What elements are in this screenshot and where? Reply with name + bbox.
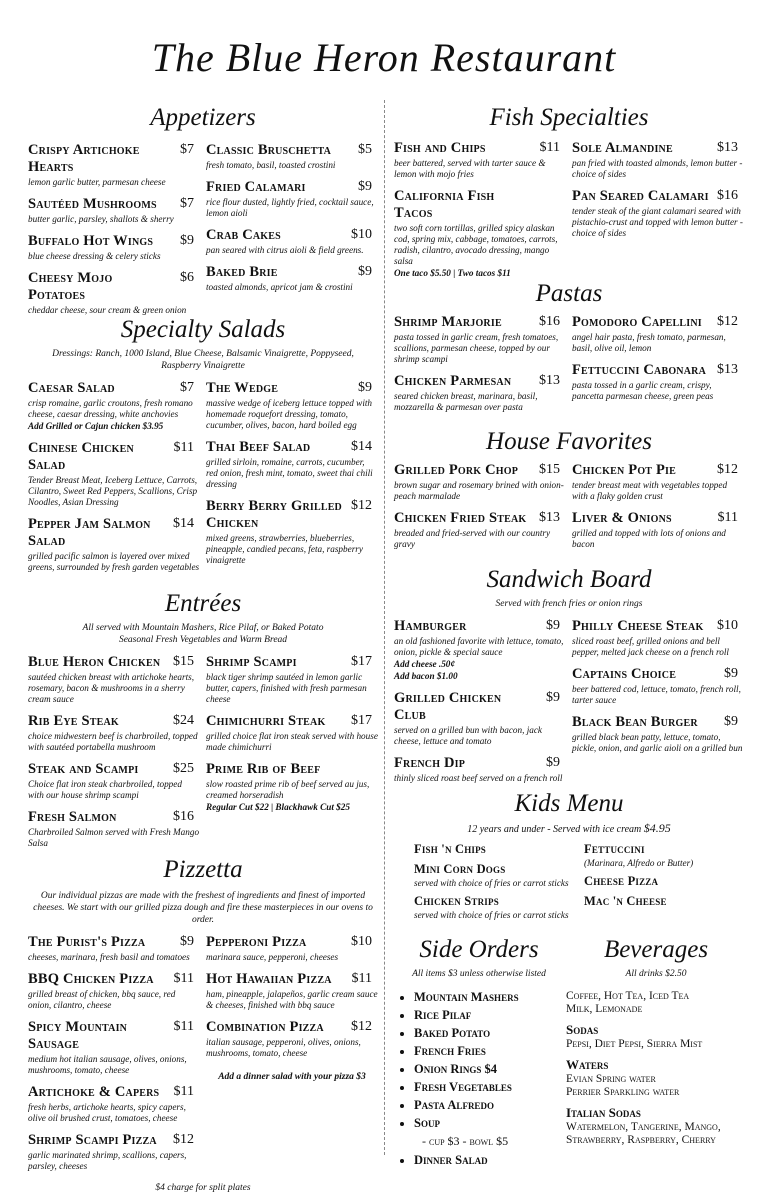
item-price: $17 [351, 654, 372, 669]
item-extra: Add cheese .50¢ [394, 659, 455, 669]
item-description: ham, pineapple, jalapeños, garlic cream sauce & cheeses, finished with bbq sauce [206, 989, 378, 1010]
kids-item [414, 894, 574, 921]
item-name: Sole Almandine [572, 140, 673, 156]
item-price: $15 [173, 654, 194, 669]
item-description: lemon garlic butter, parmesan cheese [28, 177, 166, 187]
item-description: sautéed chicken breast with artichoke hearts, rosemary, bacon & mushrooms in a sherry cream sauce [28, 672, 195, 704]
item-price: $12 [351, 498, 372, 513]
item-description: pasta tossed in garlic cream, fresh tomatoes, scallions, parmesan cheese, topped by our shrimp scampi [394, 332, 559, 364]
item-description: tender steak of the giant calamari seared with pistachio-crust and topped with lemon butter - choice of sides [572, 206, 743, 238]
side-item-4: • French Fries [414, 1044, 564, 1059]
item-description: medium hot italian sausage, olives, onions, mushrooms, tomato, cheese [28, 1054, 187, 1075]
menu-item [206, 971, 378, 1011]
item-description: crisp romaine, garlic croutons, fresh romano cheese, caesar dressing, white anchovies [28, 398, 193, 419]
menu-item [28, 934, 200, 963]
kids-grid [394, 842, 744, 926]
menu-item [28, 516, 200, 573]
item-name: Pepper Jam Salmon Salad [28, 516, 151, 549]
item-name: Fish and Chips [394, 140, 486, 156]
menu-item [394, 373, 566, 413]
item-price: $14 [173, 516, 194, 531]
waters-line-2: Perrier Sparkling water [566, 1086, 680, 1098]
item-price: $25 [173, 761, 194, 776]
menu-item [572, 314, 744, 354]
item-price: $12 [717, 462, 738, 477]
item-name: Hot Hawaiian Pizza [206, 971, 332, 987]
menu-item [206, 179, 378, 219]
menu-item [206, 142, 378, 171]
pastas-heading: Pastas [535, 280, 603, 307]
italian-sodas-line-2: Strawberry, Raspberry, Cherry [566, 1134, 716, 1146]
item-price: $9 [180, 934, 194, 949]
item-price: $7 [180, 380, 194, 395]
pizza-salad-note: Add a dinner salad with your pizza $3 [218, 1072, 366, 1082]
item-description: thinly sliced roast beef served on a french roll [394, 773, 563, 783]
appetizers-heading: Appetizers [150, 104, 256, 131]
item-description: cheddar cheese, sour cream & green onion [28, 305, 187, 315]
house-section [394, 428, 744, 558]
item-name: Baked Brie [206, 264, 278, 280]
item-price: $7 [180, 142, 194, 157]
kids-item [414, 862, 574, 889]
item-description: rice flour dusted, lightly fried, cocktail sauce, lemon aioli [206, 197, 374, 218]
item-price: $13 [539, 510, 560, 525]
menu-item [572, 666, 744, 706]
item-description: blue cheese dressing & celery sticks [28, 251, 161, 261]
item-name: California Fish Tacos [394, 188, 495, 221]
item-name: Pan Seared Calamari [572, 188, 709, 204]
menu-item [206, 227, 378, 256]
item-description: pan seared with citrus aioli & field greens. [206, 245, 364, 255]
item-description: fresh tomato, basil, toasted crostini [206, 160, 336, 170]
menu-item [394, 510, 566, 550]
item-name: Blue Heron Chicken [28, 654, 161, 670]
item-name: BBQ Chicken Pizza [28, 971, 154, 987]
item-description: grilled pacific salmon is layered over mixed greens, surrounded by fresh garden vegetables [28, 551, 200, 572]
sides-list [394, 990, 564, 1131]
salads-heading: Specialty Salads [120, 316, 286, 343]
house-grid [394, 462, 744, 558]
item-name: Fresh Salmon [28, 809, 117, 825]
beverages-line-2: Milk, Lemonade [566, 1003, 643, 1015]
item-price: $11 [173, 440, 194, 455]
split-plates-note: $4 charge for split plates [155, 1183, 251, 1193]
item-name: Shrimp Marjorie [394, 314, 502, 330]
kids-section [394, 790, 744, 926]
fish-grid [394, 140, 744, 287]
appetizers-section [28, 104, 378, 324]
item-price: $11 [539, 140, 560, 155]
item-name: Berry Berry Grilled Chicken [206, 498, 342, 531]
appetizers-grid [28, 142, 378, 324]
item-description: grilled and topped with lots of onions and bacon [572, 528, 726, 549]
menu-item [206, 439, 378, 490]
item-description: pasta tossed in a garlic cream, crispy, pancetta parmesan cheese, green peas [572, 380, 714, 401]
item-description: served on a grilled bun with bacon, jack cheese, lettuce and tomato [394, 725, 542, 746]
menu-item [206, 713, 378, 753]
item-name: Prime Rib of Beef [206, 761, 321, 777]
item-name: Chimichurri Steak [206, 713, 326, 729]
item-description: choice midwestern beef is charbroiled, topped with sautéed portabella mushroom [28, 731, 198, 752]
italian-sodas-heading: Italian Sodas [566, 1105, 641, 1120]
item-price: $13 [717, 140, 738, 155]
menu-item [28, 761, 200, 801]
item-description: grilled breast of chicken, bbq sauce, red onion, cilantro, cheese [28, 989, 176, 1010]
side-item-3: • Baked Potato [414, 1026, 564, 1041]
item-extra: Add bacon $1.00 [394, 671, 458, 681]
item-price: $11 [173, 1019, 194, 1034]
menu-item [206, 380, 378, 431]
item-price: $13 [539, 373, 560, 388]
item-extra: One taco $5.50 | Two tacos $11 [394, 268, 511, 278]
item-price: $12 [173, 1132, 194, 1147]
menu-item [394, 618, 566, 682]
item-price: $16 [717, 188, 738, 203]
menu-item [572, 362, 744, 402]
item-description: massive wedge of iceberg lettuce topped with homemade roquefort dressing, tomato, cucumber, olives, bacon, hard boiled egg [206, 398, 373, 430]
item-description: marinara sauce, pepperoni, cheeses [206, 952, 339, 962]
kids-note [394, 822, 744, 836]
item-description: pan fried with toasted almonds, lemon butter - choice of sides [572, 158, 743, 179]
kids-item-description: (Marinara, Alfredo or Butter) [584, 858, 694, 868]
beverages-section [566, 936, 746, 1147]
item-price: $9 [724, 666, 738, 681]
fish-section [394, 104, 744, 287]
menu-item [206, 761, 378, 813]
menu-item [206, 934, 378, 963]
item-description: fresh herbs, artichoke hearts, spicy capers, olive oil brushed crust, tomatoes, cheese [28, 1102, 186, 1123]
item-name: Chicken Pot Pie [572, 462, 677, 478]
menu-item [206, 1019, 378, 1059]
item-price: $16 [173, 809, 194, 824]
beverages-heading: Beverages [603, 936, 709, 963]
sides-heading: Side Orders [419, 936, 539, 963]
item-price: $11 [717, 510, 738, 525]
item-description: grilled sirloin, romaine, carrots, cucumber, red onion, fresh mint, tomato, sweet thai chili dressing [206, 457, 373, 489]
beverages-note: All drinks $2.50 [625, 969, 687, 979]
item-price: $9 [358, 380, 372, 395]
item-extra: Regular Cut $22 | Blackhawk Cut $25 [206, 802, 350, 812]
kids-note-text: 12 years and under - Served with ice cream [467, 824, 642, 835]
pizzetta-heading: Pizzetta [163, 856, 243, 883]
item-name: Pomodoro Capellini [572, 314, 702, 330]
pizzetta-note: Our individual pizzas are made with the freshest of ingredients and finest of imported cheeses. We start with our grilled pizza dough and fire these masterpieces in our ovens to order. [33, 891, 373, 925]
item-description: italian sausage, pepperoni, olives, onions, mushrooms, tomato, cheese [206, 1037, 361, 1058]
kids-item-name: Mac 'n Cheese [584, 894, 667, 908]
item-name: Chinese Chicken Salad [28, 440, 134, 473]
waters-line-1: Evian Spring water [566, 1073, 656, 1085]
menu-item [206, 264, 378, 293]
item-price: $9 [358, 179, 372, 194]
menu-item [28, 1019, 200, 1076]
item-description: an old fashioned favorite with lettuce, tomato, onion, pickle & special sauce [394, 636, 564, 657]
item-name: Cheesy Mojo Potatoes [28, 270, 113, 303]
kids-item [584, 894, 744, 909]
item-description: seared chicken breast, marinara, basil, mozzarella & parmesan over pasta [394, 391, 538, 412]
sides-list-last [394, 1153, 564, 1168]
item-description: Charbroiled Salmon served with Fresh Mango Salsa [28, 827, 200, 848]
sodas-heading: Sodas [566, 1022, 599, 1037]
side-item-1: • Mountain Mashers [414, 990, 564, 1005]
restaurant-title: The Blue Heron Restaurant [151, 35, 617, 80]
item-name: Grilled Pork Chop [394, 462, 519, 478]
menu-item [28, 196, 200, 225]
kids-item-name: Mini Corn Dogs [414, 862, 506, 876]
menu-item [28, 1084, 200, 1124]
kids-item-name: Fettuccini [584, 842, 645, 856]
item-description: mixed greens, strawberries, blueberries, pineapple, candied pecans, feta, raspberry vinaigrette [206, 533, 363, 565]
menu-item [206, 654, 378, 705]
menu-item [206, 498, 378, 566]
item-name: Pepperoni Pizza [206, 934, 307, 950]
salads-dressings: Dressings: Ranch, 1000 Island, Blue Cheese, Balsamic Vinaigrette, Poppyseed, Raspberry Vinaigrette [52, 349, 354, 371]
item-description: black tiger shrimp sautéed in lemon garlic butter, capers, finished with fresh parmesan cheese [206, 672, 367, 704]
salads-grid [28, 380, 378, 581]
item-name: Classic Bruschetta [206, 142, 331, 158]
side-item-dinner-salad: • Dinner Salad [414, 1153, 564, 1168]
menu-item [28, 233, 200, 262]
item-description: butter garlic, parsley, shallots & sherry [28, 214, 174, 224]
pizzetta-grid [28, 934, 378, 1180]
sandwich-section [394, 566, 744, 792]
item-price: $9 [546, 690, 560, 705]
pastas-grid [394, 314, 744, 421]
menu-item [28, 142, 200, 188]
item-description: angel hair pasta, fresh tomato, parmesan, basil, olive oil, lemon [572, 332, 726, 353]
item-price: $14 [351, 439, 372, 454]
item-name: Captains Choice [572, 666, 677, 682]
item-price: $10 [717, 618, 738, 633]
item-price: $10 [351, 934, 372, 949]
menu-item [394, 462, 566, 502]
entrees-note-1: All served with Mountain Mashers, Rice Pilaf, or Baked Potato [82, 623, 324, 633]
item-price: $16 [539, 314, 560, 329]
menu-item [28, 971, 200, 1011]
item-name: The Purist's Pizza [28, 934, 146, 950]
item-description: cheeses, marinara, fresh basil and tomatoes [28, 952, 190, 962]
waters-heading: Waters [566, 1057, 609, 1072]
item-name: Thai Beef Salad [206, 439, 311, 455]
menu-item [572, 618, 744, 658]
menu-item [572, 714, 744, 754]
beverages-line-1: Coffee, Hot Tea, Iced Tea [566, 990, 690, 1002]
item-description: sliced roast beef, grilled onions and bell pepper, melted jack cheese on a french roll [572, 636, 729, 657]
sodas-list: Pepsi, Diet Pepsi, Sierra Mist [566, 1038, 703, 1050]
item-name: Liver & Onions [572, 510, 672, 526]
side-item-7: • Pasta Alfredo [414, 1098, 564, 1113]
item-name: French Dip [394, 755, 466, 771]
menu-item [572, 140, 744, 180]
item-description: grilled black bean patty, lettuce, tomato, pickle, onion, and garlic aioli on a grilled bun [572, 732, 743, 753]
item-name: Spicy Mountain Sausage [28, 1019, 128, 1052]
item-description: two soft corn tortillas, grilled spicy alaskan cod, spring mix, cabbage, tomatoes, carrots, radish, cilantro, avocado dressing, mango salsa [394, 223, 558, 266]
kids-price: $4.95 [643, 821, 671, 835]
item-price: $9 [546, 755, 560, 770]
item-name: Sautéed Mushrooms [28, 196, 157, 212]
item-description: Choice flat iron steak charbroiled, topped with our house shrimp scampi [28, 779, 182, 800]
menu-item [394, 755, 566, 784]
item-price: $10 [351, 227, 372, 242]
item-price: $6 [180, 270, 194, 285]
item-name: Chicken Parmesan [394, 373, 512, 389]
item-price: $12 [351, 1019, 372, 1034]
kids-item [414, 842, 574, 857]
item-description: grilled choice flat iron steak served with house made chimichurri [206, 731, 378, 752]
item-name: Buffalo Hot Wings [28, 233, 154, 249]
item-price: $5 [358, 142, 372, 157]
item-description: breaded and fried-served with our country gravy [394, 528, 551, 549]
kids-item-name: Cheese Pizza [584, 874, 659, 888]
item-price: $9 [358, 264, 372, 279]
salads-section [28, 316, 378, 581]
item-description: slow roasted prime rib of beef served au jus, creamed horseradish [206, 779, 370, 800]
column-divider [384, 100, 386, 1155]
entrees-note-2: Seasonal Fresh Vegetables and Warm Bread [118, 635, 288, 645]
item-name: Combination Pizza [206, 1019, 324, 1035]
item-name: Caesar Salad [28, 380, 115, 396]
item-name: The Wedge [206, 380, 279, 396]
item-description: beer battered, served with tarter sauce & lemon with mojo fries [394, 158, 546, 179]
item-name: Black Bean Burger [572, 714, 698, 730]
menu-item [28, 654, 200, 705]
pizzetta-section [28, 856, 378, 1194]
item-name: Grilled Chicken Club [394, 690, 502, 723]
item-name: Crab Cakes [206, 227, 281, 243]
item-price: $12 [717, 314, 738, 329]
item-description: beer battered cod, lettuce, tomato, french roll, tarter sauce [572, 684, 741, 705]
kids-item-name: Chicken Strips [414, 894, 499, 908]
item-name: Hamburger [394, 618, 467, 634]
italian-sodas-line-1: Watermelon, Tangerine, Mango, [566, 1121, 721, 1133]
item-description: garlic marinated shrimp, scallions, capers, parsley, cheeses [28, 1150, 187, 1171]
entrees-section [28, 590, 378, 857]
item-extra: Add Grilled or Cajun chicken $3.95 [28, 421, 164, 431]
menu-item [394, 140, 566, 180]
menu-item [28, 270, 200, 316]
item-price: $9 [724, 714, 738, 729]
item-price: $15 [539, 462, 560, 477]
item-name: Shrimp Scampi Pizza [28, 1132, 157, 1148]
menu-item [28, 809, 200, 849]
sandwich-heading: Sandwich Board [486, 566, 652, 593]
item-price: $9 [180, 233, 194, 248]
kids-item-description: served with choice of fries or carrot sticks [414, 878, 569, 888]
pastas-section [394, 280, 744, 421]
item-name: Shrimp Scampi [206, 654, 297, 670]
item-price: $11 [351, 971, 372, 986]
kids-heading: Kids Menu [514, 790, 624, 817]
item-name: Rib Eye Steak [28, 713, 119, 729]
item-price: $9 [546, 618, 560, 633]
item-name: Fettuccini Cabonara [572, 362, 706, 378]
fish-heading: Fish Specialties [489, 104, 649, 131]
menu-item [572, 188, 744, 239]
house-heading: House Favorites [486, 428, 652, 455]
menu-item [28, 380, 200, 432]
entrees-grid [28, 654, 378, 857]
item-name: Steak and Scampi [28, 761, 139, 777]
item-name: Fried Calamari [206, 179, 306, 195]
entrees-heading: Entrées [164, 590, 242, 617]
side-item-2: • Rice Pilaf [414, 1008, 564, 1023]
sides-section [394, 936, 564, 1171]
menu-item [28, 713, 200, 753]
item-name: Artichoke & Capers [28, 1084, 160, 1100]
kids-item-description: served with choice of fries or carrot sticks [414, 910, 569, 920]
item-name: Philly Cheese Steak [572, 618, 704, 634]
menu-item [394, 188, 566, 279]
item-price: $11 [173, 971, 194, 986]
menu-item [28, 1132, 200, 1172]
item-price: $11 [173, 1084, 194, 1099]
kids-item [584, 874, 744, 889]
menu-item [394, 314, 566, 365]
menu-item [28, 440, 200, 508]
soup-sizes: - cup $3 - bowl $5 [422, 1134, 509, 1148]
kids-item [584, 842, 744, 869]
sides-note: All items $3 unless otherwise listed [412, 969, 546, 979]
side-item-6: • Fresh Vegetables [414, 1080, 564, 1095]
side-item-5: • Onion Rings $4 [414, 1062, 564, 1077]
item-price: $24 [173, 713, 194, 728]
sandwich-note: Served with french fries or onion rings [495, 599, 643, 609]
item-price: $17 [351, 713, 372, 728]
item-name: Crispy Artichoke Hearts [28, 142, 140, 175]
menu-item [572, 510, 744, 550]
side-item-8: • Soup [414, 1116, 564, 1131]
menu-item [394, 690, 566, 747]
item-description: tender breast meat with vegetables topped with a flaky golden crust [572, 480, 728, 501]
sandwich-grid [394, 618, 744, 792]
item-description: toasted almonds, apricot jam & crostini [206, 282, 353, 292]
item-name: Chicken Fried Steak [394, 510, 527, 526]
menu-item [572, 462, 744, 502]
item-description: Tender Breast Meat, Iceberg Lettuce, Carrots, Cilantro, Sweet Red Peppers, Scallions, Crisp Noodles, Asian Dressing [28, 475, 198, 507]
item-price: $7 [180, 196, 194, 211]
item-description: brown sugar and rosemary brined with onion-peach marmalade [394, 480, 564, 501]
item-price: $13 [717, 362, 738, 377]
kids-item-name: Fish 'n Chips [414, 842, 486, 856]
